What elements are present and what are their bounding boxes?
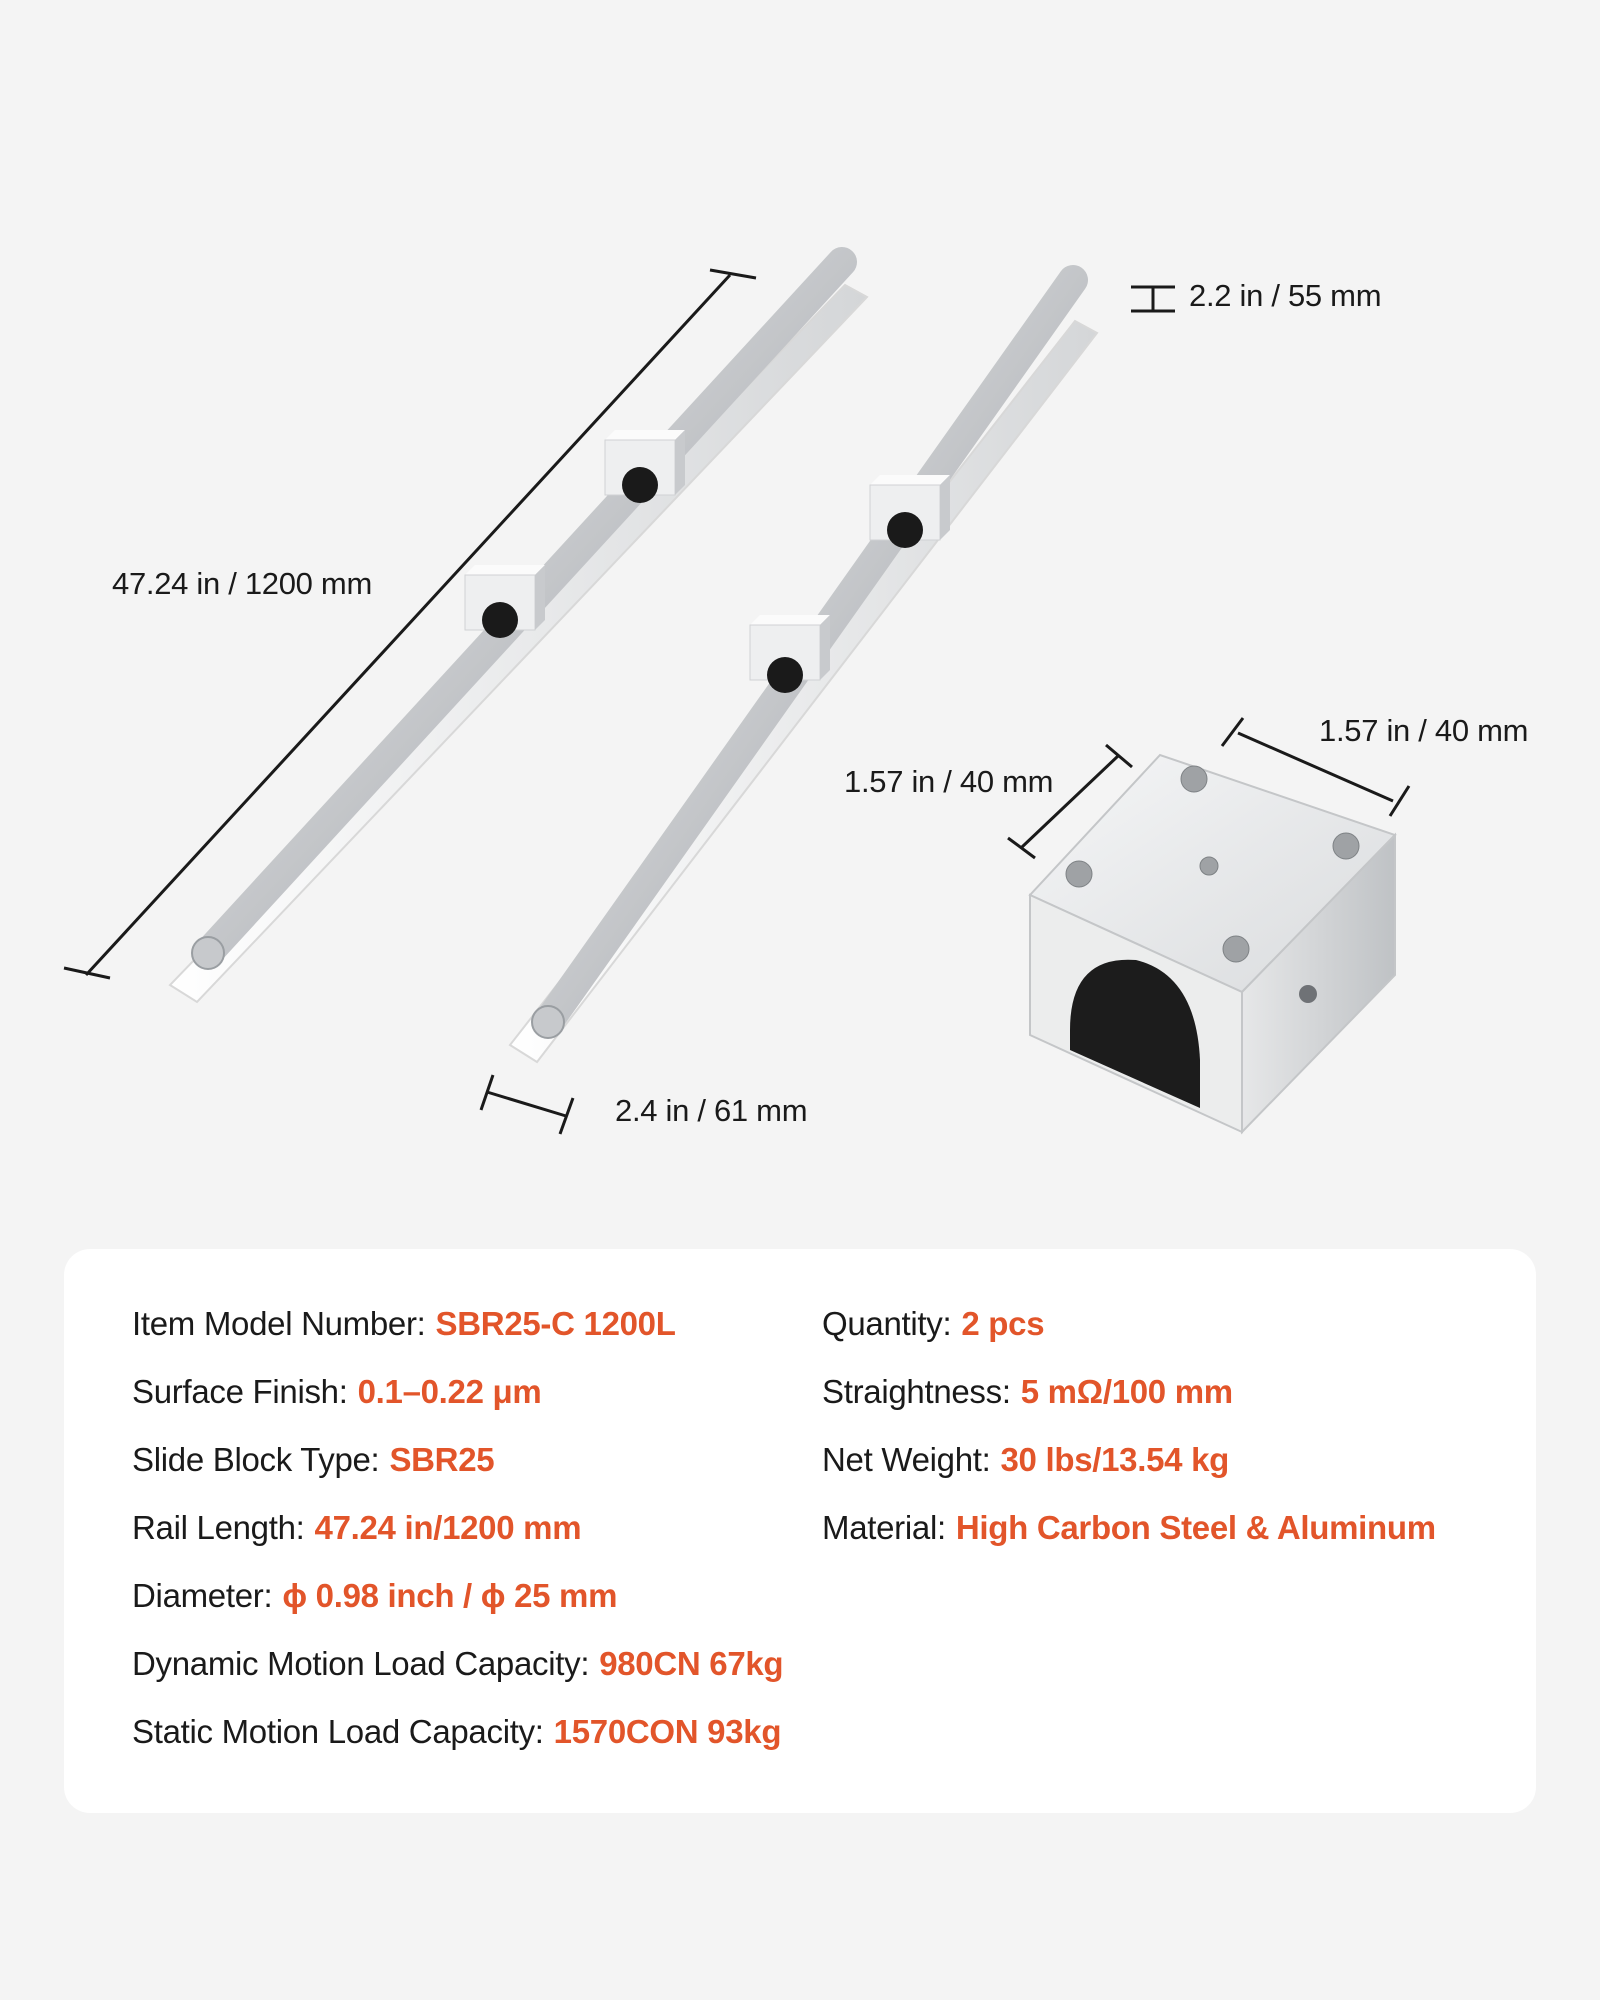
spec-model-number [132, 1305, 676, 1343]
mount-hole [1181, 766, 1207, 792]
spec-surface-finish [132, 1373, 541, 1411]
spec-label: Item Model Number: [132, 1305, 426, 1342]
dimension-line-rail-width [481, 1075, 573, 1134]
mount-hole [1200, 857, 1218, 875]
spec-label: Dynamic Motion Load Capacity: [132, 1645, 590, 1682]
mount-hole [1223, 936, 1249, 962]
slide-block [605, 430, 685, 503]
slide-block [465, 565, 545, 638]
spec-label: Material: [822, 1509, 946, 1546]
spec-value: 1570CON 93kg [553, 1713, 782, 1750]
spec-value: ϕ 0.98 inch / ϕ 25 mm [282, 1577, 618, 1614]
spec-value: 5 mΩ/100 mm [1020, 1373, 1233, 1410]
rail-right-end [532, 1006, 564, 1038]
spec-value: 0.1–0.22 μm [357, 1373, 542, 1410]
spec-label: Slide Block Type: [132, 1441, 380, 1478]
spec-rail-length [132, 1509, 581, 1547]
block-width-label: 1.57 in / 40 mm [1319, 713, 1529, 748]
spec-label: Diameter: [132, 1577, 273, 1614]
spec-net-weight [822, 1441, 1229, 1479]
spec-value: High Carbon Steel & Aluminum [955, 1509, 1436, 1546]
rail-height-label: 2.2 in / 55 mm [1189, 278, 1382, 313]
spec-value: 980CN 67kg [599, 1645, 784, 1682]
pillow-block-closeup [1030, 755, 1395, 1132]
spec-value: 30 lbs/13.54 kg [1000, 1441, 1229, 1478]
spec-value: SBR25-C 1200L [435, 1305, 676, 1342]
dimension-line-rail-height [1131, 287, 1175, 311]
side-hole [1299, 985, 1317, 1003]
slide-block [870, 475, 950, 548]
spec-straightness [822, 1373, 1233, 1411]
spec-label: Surface Finish: [132, 1373, 348, 1410]
spec-label: Quantity: [822, 1305, 952, 1342]
spec-diameter [132, 1577, 617, 1615]
spec-slide-block-type [132, 1441, 494, 1479]
spec-card [64, 1249, 1536, 1813]
spec-material [822, 1509, 1436, 1547]
spec-quantity [822, 1305, 1044, 1343]
spec-value: 2 pcs [961, 1305, 1045, 1342]
spec-static-load [132, 1713, 781, 1751]
spec-value: 47.24 in/1200 mm [314, 1509, 582, 1546]
spec-value: SBR25 [389, 1441, 495, 1478]
rail-left-end [192, 937, 224, 969]
spec-label: Static Motion Load Capacity: [132, 1713, 544, 1750]
spec-label: Rail Length: [132, 1509, 305, 1546]
rail-length-label: 47.24 in / 1200 mm [112, 566, 372, 601]
spec-label: Net Weight: [822, 1441, 991, 1478]
rail-right [510, 280, 1097, 1062]
spec-dynamic-load [132, 1645, 783, 1683]
spec-label: Straightness: [822, 1373, 1011, 1410]
mount-hole [1333, 833, 1359, 859]
block-length-label: 1.57 in / 40 mm [844, 764, 1054, 799]
mount-hole [1066, 861, 1092, 887]
rail-width-label: 2.4 in / 61 mm [615, 1093, 808, 1128]
